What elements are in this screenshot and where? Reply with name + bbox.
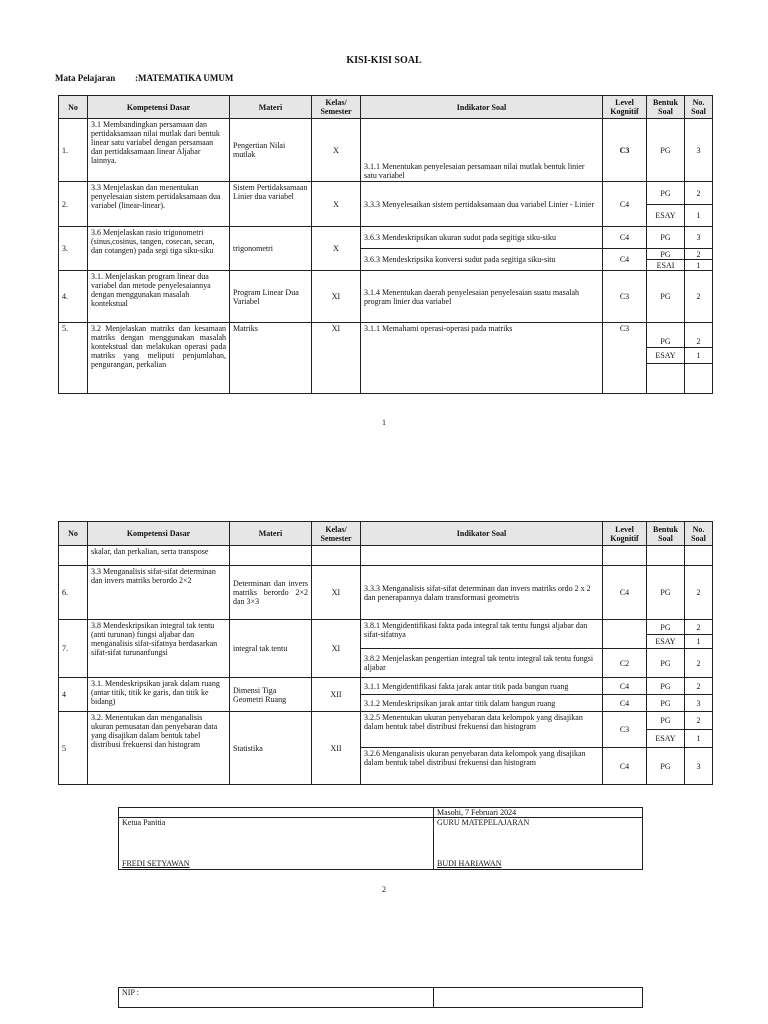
header-indikator: Indikator Soal (361, 96, 603, 119)
row-nosoal: 3 (685, 119, 713, 182)
row-indikator: 3.1.4 Menentukan daerah penyelesaian penyelesaian suatu masalah program linier dua variabel (361, 271, 603, 323)
row-kelas: X (312, 119, 361, 182)
row-nosoal: 1 (685, 348, 713, 364)
row-nosoal: 1 (685, 635, 713, 649)
row-bentuk: PG (647, 620, 685, 635)
row-no: 3. (59, 227, 88, 271)
row-nosoal: 2 (685, 249, 713, 260)
row-level: C3 (603, 712, 647, 748)
row-materi: integral tak tentu (230, 620, 312, 678)
row-kelas: XI (312, 566, 361, 620)
table-row (59, 678, 713, 695)
empty-cell (647, 364, 685, 394)
row-bentuk: PG (647, 271, 685, 323)
header-no: No (59, 522, 88, 546)
row-indikator: 3.3.3 Menyelesaikan sistem pertidaksamaan dua variabel Linier - Linier (361, 182, 603, 227)
subject-line (55, 73, 233, 83)
row-level (603, 620, 647, 649)
row-level: C4 (603, 748, 647, 785)
row-materi: Determinan dan invers matriks berordo 2×2 dan 3×3 (230, 566, 312, 620)
row-materi: Dimensi Tiga Geometri Ruang (230, 678, 312, 712)
row-nosoal: 2 (685, 182, 713, 205)
row-materi: Statistika (230, 712, 312, 785)
row-level: C4 (603, 182, 647, 227)
row-bentuk: ESAY (647, 205, 685, 227)
row-kd: 3.3 Menganalisis sifat-sifat determinan dan invers matriks berordo 2×2 (88, 566, 230, 620)
page-number: 2 (382, 885, 386, 894)
row-bentuk: PG (647, 323, 685, 348)
row-bentuk: PG (647, 249, 685, 260)
empty-cell (434, 988, 643, 1008)
header-kd: Kompetensi Dasar (88, 522, 230, 546)
row-indikator: 3.8.2 Menjelaskan pengertian integral tak tentu integral tak tentu fungsi aljabar (361, 649, 603, 678)
row-indikator: 3.2.6 Menganalisis ukuran penyebaran data kelompok yang disajikan dalam bentuk tabel distribusi frekuensi dan histogram (361, 748, 603, 785)
row-bentuk: PG (647, 566, 685, 620)
row-no: 5. (59, 323, 88, 394)
signature-right-name: BUDI HARIAWAN (437, 859, 502, 868)
subject-label: Mata Pelajaran (55, 73, 116, 83)
row-materi: Program Linear Dua Variabel (230, 271, 312, 323)
signature-right (434, 818, 643, 870)
row-no: 5 (59, 712, 88, 785)
row-nosoal: 3 (685, 695, 713, 712)
row-nosoal: 2 (685, 271, 713, 323)
row-indikator: 3.6.3 Mendeskripsika konversi sudut pada segitiga siku-situ (361, 249, 603, 271)
row-level: C4 (603, 678, 647, 695)
row-nosoal: 2 (685, 566, 713, 620)
row-bentuk: PG (647, 119, 685, 182)
row-nosoal: 3 (685, 748, 713, 785)
row-level: C2 (603, 649, 647, 678)
row-indikator: 3.8.1 Mengidentifikasi fakta pada integral tak tentu fungsi aljabar dan sifat-sifatnya (361, 620, 603, 649)
row-indikator: 3.6.3 Mendeskripsikan ukuran sudut pada segitiga siku-siku (361, 227, 603, 249)
row-materi: Sistem Pertidaksamaan Linier dua variabel (230, 182, 312, 227)
row-kelas: XI (312, 323, 361, 394)
row-kd: 3.2. Menentukan dan menganalisis ukuran pemusatan dan penyebaran data yang disajikan dalam bentuk tabel distribusi frekuensi dan histogram (88, 712, 230, 785)
signature-place-date: Masohi, 7 Februari 2024 (434, 808, 643, 818)
row-no: 4 (59, 678, 88, 712)
page-number: 1 (382, 418, 386, 427)
row-nosoal: 3 (685, 227, 713, 249)
row-bentuk: PG (647, 748, 685, 785)
row-level: C3 (603, 271, 647, 323)
table-row (59, 271, 713, 323)
row-kelas: X (312, 182, 361, 227)
row-bentuk: PG (647, 678, 685, 695)
table-row (59, 712, 713, 730)
empty-cell (647, 546, 685, 566)
row-kd: 3.1 Membandingkan persamaan dan pertidaksamaan nilai mutlak dari bentuk linear satu variabel dengan persamaan dan pertidaksamaan linear Aljabar lainnya. (88, 119, 230, 182)
row-nosoal: 1 (685, 260, 713, 271)
row-no: 6. (59, 566, 88, 620)
empty-cell (59, 546, 88, 566)
signature-left-title: Ketua Panitia (122, 818, 166, 827)
row-nosoal: 2 (685, 678, 713, 695)
table-row (59, 227, 713, 249)
row-kd: 3.2 Menjelaskan matriks dan kesamaan matriks dengan menggunakan masalah kontekstual dan melakukan operasi pada matriks yang meliputi penjumlahan, pengurangan, perkalian (88, 323, 230, 394)
table-row (59, 566, 713, 620)
row-nosoal: 1 (685, 205, 713, 227)
row-bentuk: PG (647, 712, 685, 730)
header-level: Level Kognitif (603, 522, 647, 546)
subject-value: :MATEMATIKA UMUM (135, 73, 234, 83)
signature-left (119, 818, 434, 870)
table-row (59, 546, 713, 566)
header-materi: Materi (230, 522, 312, 546)
table-row (59, 182, 713, 205)
header-kelas: Kelas/ Semester (312, 522, 361, 546)
row-indikator: 3.1.1 Memahami operasi-operasi pada matriks (361, 323, 603, 394)
nip-table (118, 987, 643, 1008)
signature-table (118, 807, 643, 870)
row-kd: 3.1. Mendeskripsikan jarak dalam ruang (antar titik, titik ke garis, dan titik ke bidang) (88, 678, 230, 712)
row-kelas: XI (312, 620, 361, 678)
header-indikator: Indikator Soal (361, 522, 603, 546)
row-indikator: 3.1.2 Mendeskripsikan jarak antar titik dalam bangun ruang (361, 695, 603, 712)
row-no: 4. (59, 271, 88, 323)
row-level: C3 (603, 119, 647, 182)
empty-cell (603, 546, 647, 566)
row-level: C4 (603, 227, 647, 249)
row-materi: trigonometri (230, 227, 312, 271)
row-nosoal: 2 (685, 620, 713, 635)
table-header-row (59, 522, 713, 546)
signature-left-name: FREDI SETYAWAN (122, 859, 190, 868)
row-kd: 3.8 Mendeskripsikan integral tak tentu (anti turunan) fungsi aljabar dan menganalisis sifat-sifatnya berdasarkan sifat-sifat turunanfungsi (88, 620, 230, 678)
row-kd: 3.1. Menjelaskan program linear dua variabel dan metode penyelesaiannya dengan menggunakan masalah kontekstual (88, 271, 230, 323)
row-no: 7. (59, 620, 88, 678)
row-kelas: X (312, 227, 361, 271)
signature-right-title: GURU MATEPELAJARAN (437, 818, 530, 827)
empty-cell (119, 808, 434, 818)
row-bentuk: PG (647, 227, 685, 249)
row-materi: Matriks (230, 323, 312, 394)
empty-cell (361, 546, 603, 566)
empty-cell (685, 364, 713, 394)
kisi-table-page2 (58, 521, 713, 785)
table-header-row (59, 96, 713, 119)
row-kd: 3.6 Menjelaskan rasio trigonometri (sinus,cosinus, tangen, cosecan, secan, dan cotangen) pada segi tiga siku-siku (88, 227, 230, 271)
row-bentuk: ESAY (647, 348, 685, 364)
row-kelas: XI (312, 271, 361, 323)
row-level: C3 (603, 323, 647, 394)
row-nosoal: 2 (685, 649, 713, 678)
header-bentuk: Bentuk Soal (647, 96, 685, 119)
row-no: 2. (59, 182, 88, 227)
row-no: 1. (59, 119, 88, 182)
row-indikator: 3.3.3 Menganalisis sifat-sifat determinan dan invers matriks ordo 2 x 2 dan penerapannya dalam transformasi geometris (361, 566, 603, 620)
row-bentuk: ESAY (647, 730, 685, 748)
kisi-table-page1 (58, 95, 713, 394)
signature-row (119, 818, 643, 870)
header-bentuk: Bentuk Soal (647, 522, 685, 546)
row-indikator: 3.1.1 Menentukan penyelesaian persamaan nilai mutlak bentuk linier satu variabel (361, 119, 603, 182)
header-nosoal: No. Soal (685, 522, 713, 546)
row-bentuk: PG (647, 649, 685, 678)
nip-row (119, 988, 643, 1008)
row-kd-continuation: skalar, dan perkalian, serta transpose (88, 546, 230, 566)
row-nosoal: 2 (685, 323, 713, 348)
row-bentuk: PG (647, 182, 685, 205)
empty-cell (685, 546, 713, 566)
row-kelas: XII (312, 678, 361, 712)
row-indikator: 3.2.5 Menentukan ukuran penyebaran data kelompok yang disajikan dalam bentuk tabel distribusi frekuensi dan histogram (361, 712, 603, 748)
header-kelas: Kelas/ Semester (312, 96, 361, 119)
nip-label: NIP : (119, 988, 434, 1008)
row-kd: 3.3 Menjelaskan dan menentukan penyelesaian sistem pertidaksamaan dua variabel (linear-linear). (88, 182, 230, 227)
row-nosoal: 2 (685, 712, 713, 730)
header-nosoal: No. Soal (685, 96, 713, 119)
header-level: Level Kognitif (603, 96, 647, 119)
row-bentuk: PG (647, 695, 685, 712)
document-title: KISI-KISI SOAL (346, 55, 422, 66)
empty-cell (312, 546, 361, 566)
signature-row (119, 808, 643, 818)
table-row (59, 620, 713, 635)
table-row (59, 119, 713, 182)
row-level: C4 (603, 249, 647, 271)
empty-cell (230, 546, 312, 566)
row-bentuk: ESAY (647, 635, 685, 649)
header-no: No (59, 96, 88, 119)
row-level: C4 (603, 695, 647, 712)
row-materi: Pengertian Nilai mutlak (230, 119, 312, 182)
row-kelas: XII (312, 712, 361, 785)
header-materi: Materi (230, 96, 312, 119)
row-bentuk: ESAI (647, 260, 685, 271)
header-kd: Kompetensi Dasar (88, 96, 230, 119)
table-row (59, 323, 713, 348)
row-indikator: 3.1.1 Mengidentifikasi fakta jarak antar titik pada bangun ruang (361, 678, 603, 695)
row-level: C4 (603, 566, 647, 620)
row-nosoal: 1 (685, 730, 713, 748)
